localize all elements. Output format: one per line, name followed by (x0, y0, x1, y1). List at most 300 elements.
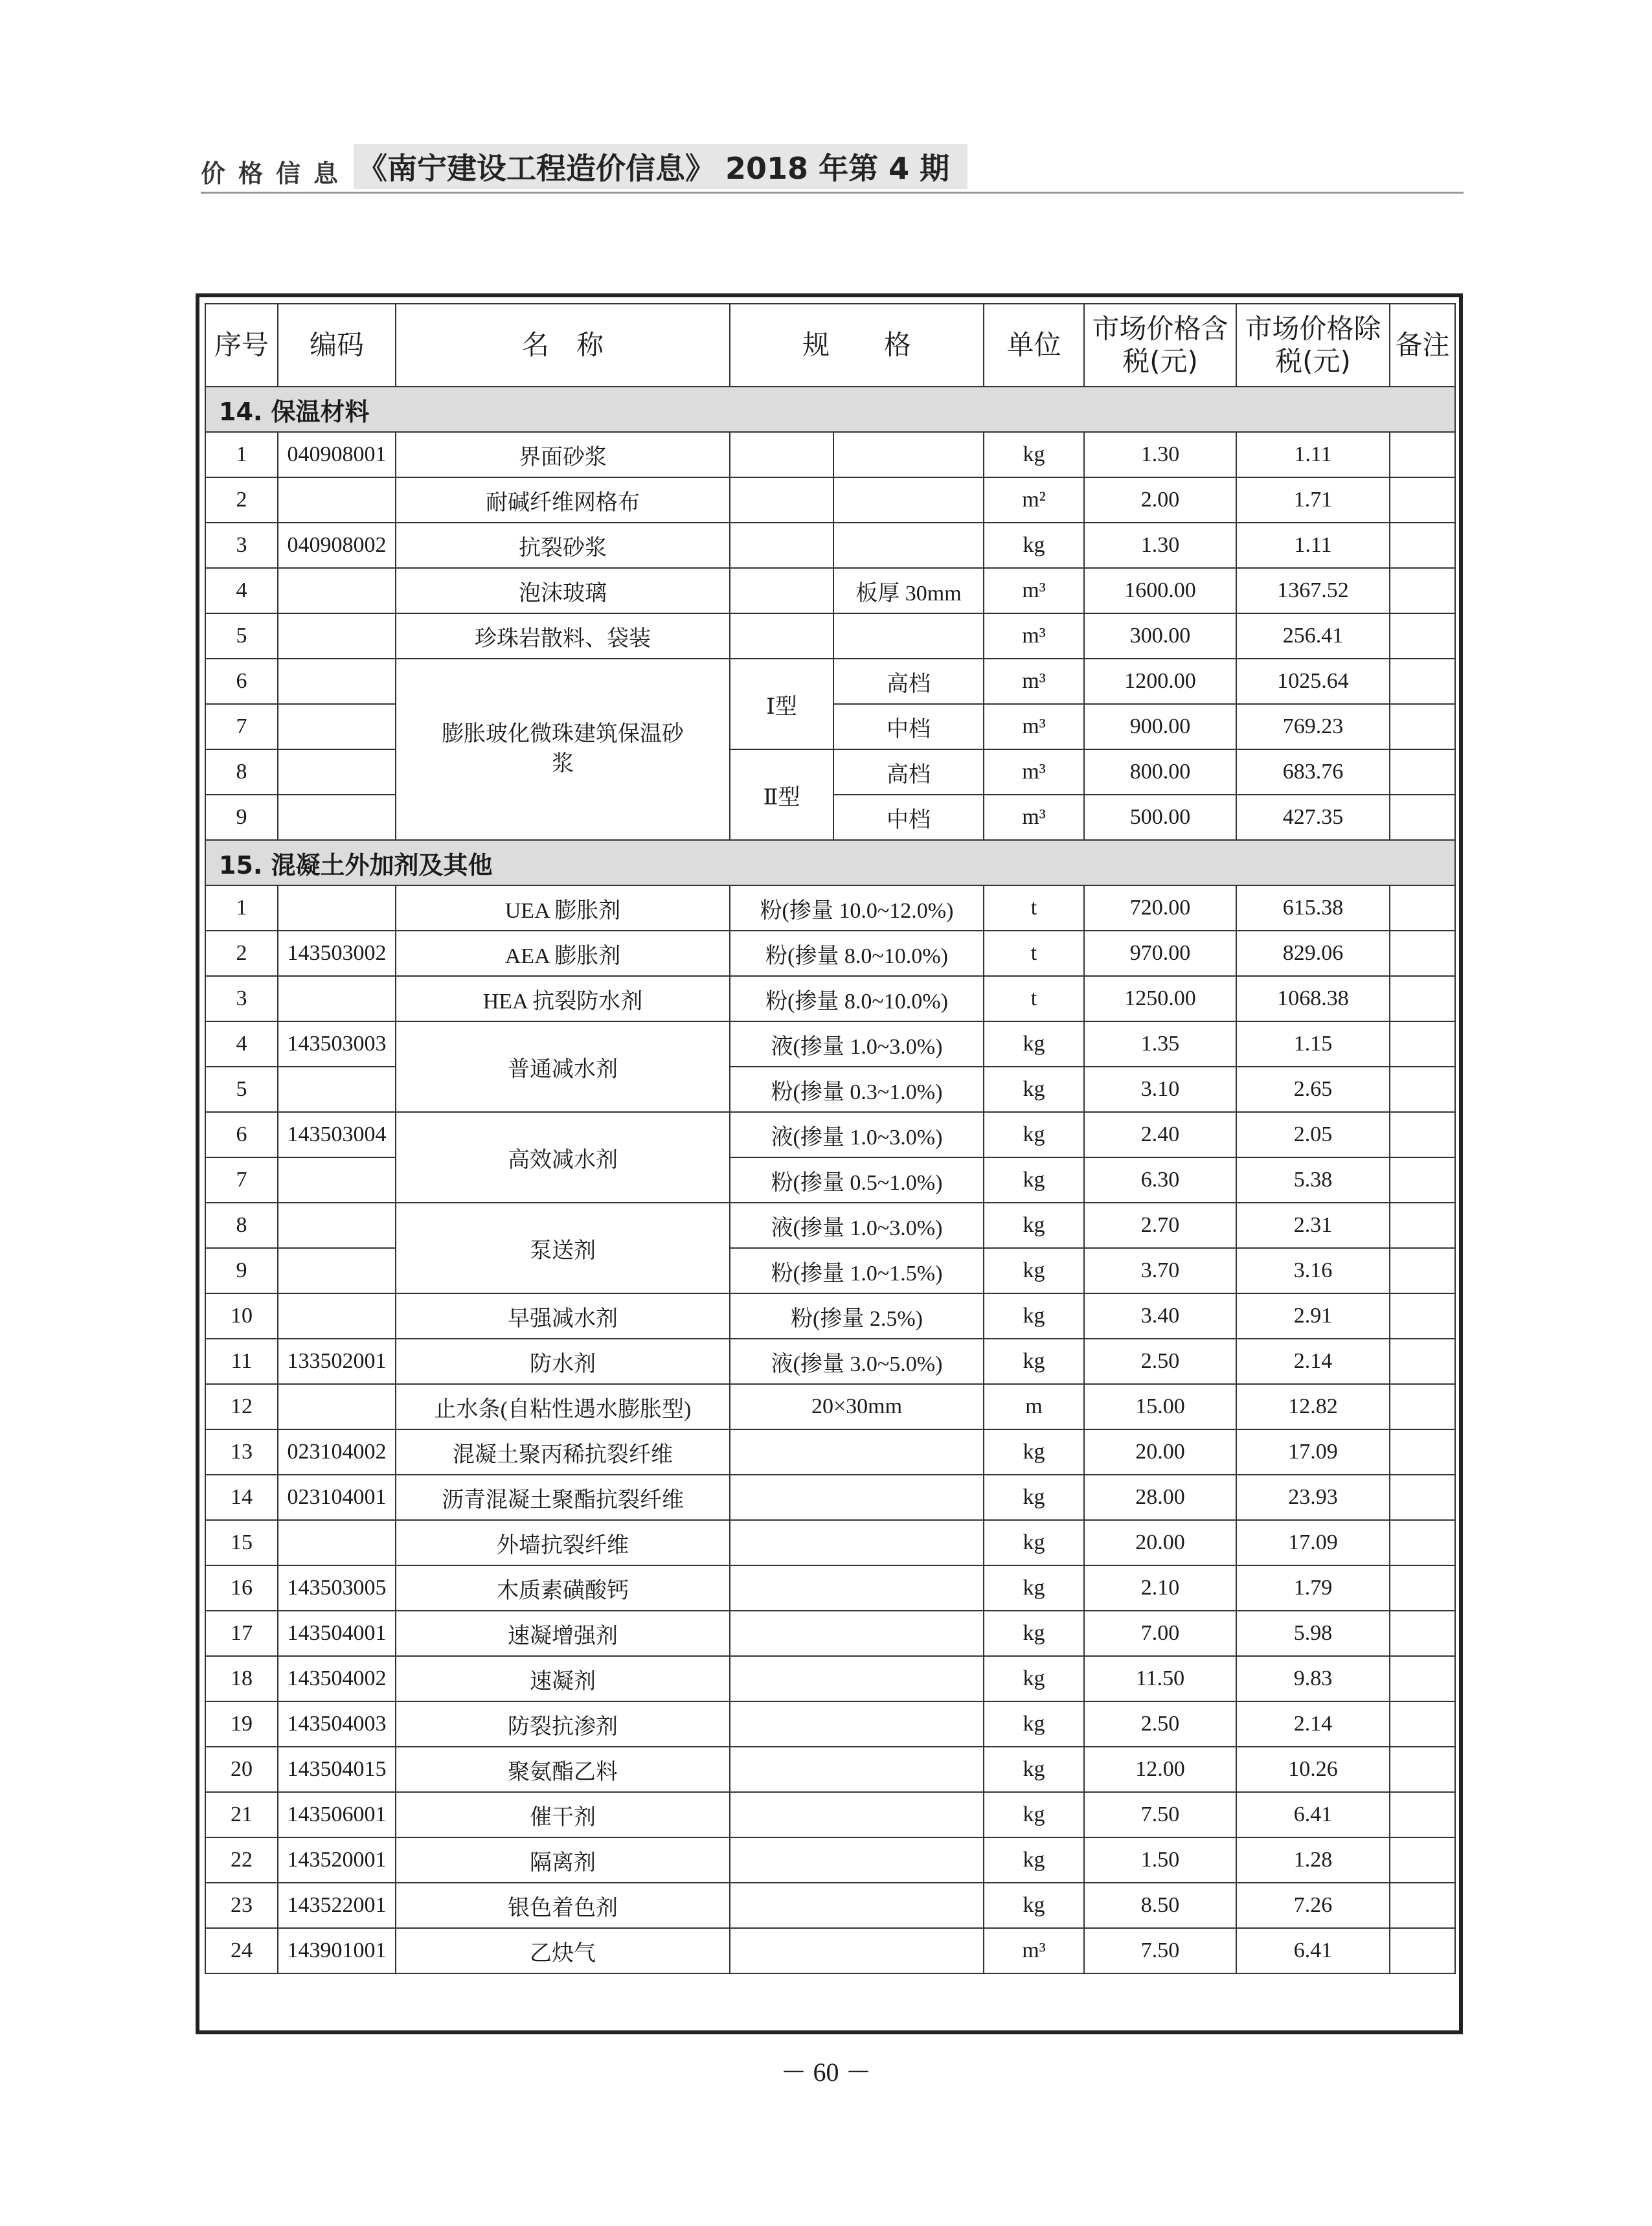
price-notax-cell: 1.11 (1236, 432, 1390, 477)
price-tax-cell: 8.50 (1084, 1883, 1236, 1928)
seq-cell: 8 (205, 1203, 278, 1248)
price-notax-cell: 1.15 (1236, 1021, 1390, 1067)
seq-cell: 1 (205, 885, 278, 931)
unit-cell: m² (984, 477, 1084, 523)
code-cell: 143520001 (278, 1837, 396, 1883)
name-cell: HEA 抗裂防水剂 (396, 976, 730, 1021)
category-row (205, 387, 1455, 432)
code-cell: 143503003 (278, 1021, 396, 1067)
price-notax-cell: 6.41 (1236, 1792, 1390, 1837)
spec-cell (730, 432, 833, 477)
col-code: 编码 (278, 304, 396, 387)
table-row (205, 1339, 1455, 1384)
type-cell: Ⅰ型 (730, 659, 833, 749)
unit-cell: kg (984, 1883, 1084, 1928)
note-cell (1390, 1429, 1455, 1475)
price-tax-cell: 3.10 (1084, 1067, 1236, 1112)
seq-cell: 14 (205, 1475, 278, 1520)
spec-cell (730, 1883, 984, 1928)
spec-cell (730, 1429, 984, 1475)
seq-cell: 21 (205, 1792, 278, 1837)
page-header (201, 148, 967, 189)
note-cell (1390, 1611, 1455, 1656)
price-notax-cell: 23.93 (1236, 1475, 1390, 1520)
note-cell (1390, 477, 1455, 523)
spec-cell (730, 1928, 984, 1973)
name-cell: 沥青混凝土聚酯抗裂纤维 (396, 1475, 730, 1520)
price-notax-cell: 5.98 (1236, 1611, 1390, 1656)
table-row (205, 1293, 1455, 1339)
price-tax-cell: 28.00 (1084, 1475, 1236, 1520)
price-notax-cell: 2.14 (1236, 1701, 1390, 1747)
code-cell (278, 659, 396, 704)
table-row (205, 1883, 1455, 1928)
table-row (205, 1747, 1455, 1792)
code-cell: 133502001 (278, 1339, 396, 1384)
table-row (205, 1384, 1455, 1429)
price-notax-cell: 6.41 (1236, 1928, 1390, 1973)
note-cell (1390, 1520, 1455, 1565)
code-cell: 143503005 (278, 1565, 396, 1611)
price-notax-cell: 256.41 (1236, 613, 1390, 659)
price-tax-cell: 300.00 (1084, 613, 1236, 659)
unit-cell: kg (984, 1520, 1084, 1565)
price-notax-cell: 1.28 (1236, 1837, 1390, 1883)
seq-cell: 19 (205, 1701, 278, 1747)
seq-cell: 17 (205, 1611, 278, 1656)
seq-cell: 11 (205, 1339, 278, 1384)
spec-cell: 粉(掺量 1.0~1.5%) (730, 1248, 984, 1293)
price-notax-cell: 769.23 (1236, 704, 1390, 749)
name-cell: 早强减水剂 (396, 1293, 730, 1339)
price-notax-cell: 5.38 (1236, 1157, 1390, 1203)
spec-cell: 高档 (833, 659, 984, 704)
code-cell: 143522001 (278, 1883, 396, 1928)
name-cell: 外墙抗裂纤维 (396, 1520, 730, 1565)
price-notax-cell: 2.14 (1236, 1339, 1390, 1384)
name-cell: 高效减水剂 (396, 1112, 730, 1203)
name-cell: 止水条(自粘性遇水膨胀型) (396, 1384, 730, 1429)
col-price-notax: 市场价格除税(元) (1236, 304, 1390, 387)
code-cell (278, 795, 396, 840)
seq-cell: 24 (205, 1928, 278, 1973)
spec-cell: 板厚 30mm (833, 568, 984, 613)
seq-cell: 23 (205, 1883, 278, 1928)
spec-cell (833, 432, 984, 477)
seq-cell: 22 (205, 1837, 278, 1883)
unit-cell: m (984, 1384, 1084, 1429)
col-name: 名 称 (396, 304, 730, 387)
price-notax-cell: 829.06 (1236, 931, 1390, 976)
spec-cell: 粉(掺量 0.5~1.0%) (730, 1157, 984, 1203)
header-rule (201, 192, 1464, 194)
name-cell: 防裂抗渗剂 (396, 1701, 730, 1747)
note-cell (1390, 659, 1455, 704)
spec-cell: 粉(掺量 2.5%) (730, 1293, 984, 1339)
code-cell: 143504002 (278, 1656, 396, 1701)
price-notax-cell: 17.09 (1236, 1429, 1390, 1475)
category-row (205, 840, 1455, 885)
note-cell (1390, 1339, 1455, 1384)
seq-cell: 12 (205, 1384, 278, 1429)
table-row (205, 1203, 1455, 1248)
code-cell (278, 1203, 396, 1248)
name-cell: 聚氨酯乙料 (396, 1747, 730, 1792)
table-row (205, 613, 1455, 659)
seq-cell: 4 (205, 568, 278, 613)
note-cell (1390, 1837, 1455, 1883)
table-row (205, 1067, 1455, 1112)
spec-cell (730, 1792, 984, 1837)
table-row (205, 432, 1455, 477)
price-notax-cell: 17.09 (1236, 1520, 1390, 1565)
unit-cell: kg (984, 1611, 1084, 1656)
price-notax-cell: 9.83 (1236, 1656, 1390, 1701)
unit-cell: kg (984, 1429, 1084, 1475)
price-tax-cell: 3.70 (1084, 1248, 1236, 1293)
name-cell: 耐碱纤维网格布 (396, 477, 730, 523)
spec-cell (730, 477, 833, 523)
spec-cell: 粉(掺量 0.3~1.0%) (730, 1067, 984, 1112)
code-cell (278, 1293, 396, 1339)
spec-cell: 液(掺量 3.0~5.0%) (730, 1339, 984, 1384)
note-cell (1390, 885, 1455, 931)
unit-cell: kg (984, 1565, 1084, 1611)
note-cell (1390, 1112, 1455, 1157)
unit-cell: kg (984, 1792, 1084, 1837)
unit-cell: kg (984, 1021, 1084, 1067)
spec-cell (730, 1611, 984, 1656)
spec-cell (730, 568, 833, 613)
spec-cell: 液(掺量 1.0~3.0%) (730, 1203, 984, 1248)
name-cell: 珍珠岩散料、袋装 (396, 613, 730, 659)
spec-cell (730, 1837, 984, 1883)
note-cell (1390, 976, 1455, 1021)
publication-title: 《南宁建设工程造价信息》 2018 年第 4 期 (354, 144, 967, 189)
unit-cell: t (984, 976, 1084, 1021)
table-row (205, 931, 1455, 976)
spec-cell: 液(掺量 1.0~3.0%) (730, 1021, 984, 1067)
note-cell (1390, 523, 1455, 568)
note-cell (1390, 1883, 1455, 1928)
section-label: 价格信息 (201, 159, 352, 188)
name-cell: 抗裂砂浆 (396, 523, 730, 568)
spec-cell (730, 613, 833, 659)
price-tax-cell: 900.00 (1084, 704, 1236, 749)
spec-cell: 高档 (833, 749, 984, 795)
name-cell: AEA 膨胀剂 (396, 931, 730, 976)
table-row (205, 1792, 1455, 1837)
unit-cell: kg (984, 1157, 1084, 1203)
note-cell (1390, 1293, 1455, 1339)
name-cell: 银色着色剂 (396, 1883, 730, 1928)
table-row (205, 1701, 1455, 1747)
code-cell (278, 1520, 396, 1565)
note-cell (1390, 1157, 1455, 1203)
spec-cell (730, 523, 833, 568)
unit-cell: kg (984, 1293, 1084, 1339)
price-notax-cell: 427.35 (1236, 795, 1390, 840)
name-cell: 木质素磺酸钙 (396, 1565, 730, 1611)
code-cell (278, 1384, 396, 1429)
col-seq: 序号 (205, 304, 278, 387)
note-cell (1390, 1475, 1455, 1520)
page-number: － 60 － (780, 2058, 872, 2087)
seq-cell: 13 (205, 1429, 278, 1475)
spec-cell (730, 1747, 984, 1792)
price-tax-cell: 2.50 (1084, 1339, 1236, 1384)
unit-cell: m³ (984, 1928, 1084, 1973)
price-notax-cell: 1068.38 (1236, 976, 1390, 1021)
name-cell: 乙炔气 (396, 1928, 730, 1973)
note-cell (1390, 749, 1455, 795)
note-cell (1390, 795, 1455, 840)
spec-cell (730, 1520, 984, 1565)
price-notax-cell: 2.91 (1236, 1293, 1390, 1339)
spec-cell: 20×30mm (730, 1384, 984, 1429)
unit-cell: kg (984, 1248, 1084, 1293)
col-note: 备注 (1390, 304, 1455, 387)
note-cell (1390, 704, 1455, 749)
name-cell: 泡沫玻璃 (396, 568, 730, 613)
table-row (205, 749, 1455, 795)
seq-cell: 1 (205, 432, 278, 477)
price-tax-cell: 3.40 (1084, 1293, 1236, 1339)
seq-cell: 7 (205, 1157, 278, 1203)
code-cell (278, 885, 396, 931)
price-tax-cell: 1.50 (1084, 1837, 1236, 1883)
category-label: 15. 混凝土外加剂及其他 (205, 840, 1455, 885)
price-notax-cell: 2.31 (1236, 1203, 1390, 1248)
note-cell (1390, 931, 1455, 976)
table-row (205, 523, 1455, 568)
seq-cell: 16 (205, 1565, 278, 1611)
price-tax-cell: 1.30 (1084, 523, 1236, 568)
price-tax-cell: 12.00 (1084, 1747, 1236, 1792)
table-row (205, 1429, 1455, 1475)
code-cell: 143503002 (278, 931, 396, 976)
seq-cell: 5 (205, 613, 278, 659)
name-cell: 混凝土聚丙稀抗裂纤维 (396, 1429, 730, 1475)
name-cell: 泵送剂 (396, 1203, 730, 1293)
unit-cell: kg (984, 1203, 1084, 1248)
unit-cell: m³ (984, 704, 1084, 749)
price-notax-cell: 1.11 (1236, 523, 1390, 568)
price-notax-cell: 10.26 (1236, 1747, 1390, 1792)
note-cell (1390, 1656, 1455, 1701)
code-cell: 143506001 (278, 1792, 396, 1837)
category-label: 14. 保温材料 (205, 387, 1455, 432)
code-cell (278, 1157, 396, 1203)
price-tax-cell: 970.00 (1084, 931, 1236, 976)
price-notax-cell: 1.79 (1236, 1565, 1390, 1611)
note-cell (1390, 432, 1455, 477)
seq-cell: 5 (205, 1067, 278, 1112)
price-tax-cell: 1250.00 (1084, 976, 1236, 1021)
spec-cell (730, 1475, 984, 1520)
code-cell (278, 613, 396, 659)
note-cell (1390, 1928, 1455, 1973)
table-row (205, 1837, 1455, 1883)
table-row (205, 1112, 1455, 1157)
table-row (205, 1021, 1455, 1067)
name-cell: 速凝增强剂 (396, 1611, 730, 1656)
price-tax-cell: 2.10 (1084, 1565, 1236, 1611)
price-tax-cell: 11.50 (1084, 1656, 1236, 1701)
name-cell: 膨胀玻化微珠建筑保温砂浆 (396, 659, 730, 840)
price-notax-cell: 683.76 (1236, 749, 1390, 795)
unit-cell: m³ (984, 749, 1084, 795)
price-tax-cell: 2.50 (1084, 1701, 1236, 1747)
price-notax-cell: 1025.64 (1236, 659, 1390, 704)
price-notax-cell: 3.16 (1236, 1248, 1390, 1293)
spec-cell (730, 1656, 984, 1701)
spec-cell (833, 613, 984, 659)
seq-cell: 15 (205, 1520, 278, 1565)
spec-cell: 中档 (833, 704, 984, 749)
price-tax-cell: 1200.00 (1084, 659, 1236, 704)
price-tax-cell: 800.00 (1084, 749, 1236, 795)
col-spec: 规 格 (730, 304, 984, 387)
unit-cell: m³ (984, 568, 1084, 613)
name-cell: 防水剂 (396, 1339, 730, 1384)
price-tax-cell: 20.00 (1084, 1520, 1236, 1565)
table-row (205, 1565, 1455, 1611)
unit-cell: m³ (984, 659, 1084, 704)
col-unit: 单位 (984, 304, 1084, 387)
code-cell: 143503004 (278, 1112, 396, 1157)
name-cell: 普通减水剂 (396, 1021, 730, 1112)
code-cell (278, 704, 396, 749)
price-tax-cell: 1.35 (1084, 1021, 1236, 1067)
note-cell (1390, 1067, 1455, 1112)
seq-cell: 7 (205, 704, 278, 749)
unit-cell: t (984, 931, 1084, 976)
unit-cell: kg (984, 1701, 1084, 1747)
spec-cell (833, 477, 984, 523)
note-cell (1390, 1248, 1455, 1293)
price-tax-cell: 6.30 (1084, 1157, 1236, 1203)
code-cell: 040908002 (278, 523, 396, 568)
seq-cell: 9 (205, 1248, 278, 1293)
code-cell: 143504001 (278, 1611, 396, 1656)
spec-cell: 液(掺量 1.0~3.0%) (730, 1112, 984, 1157)
seq-cell: 6 (205, 659, 278, 704)
price-table (205, 303, 1456, 1974)
code-cell (278, 477, 396, 523)
code-cell: 143504015 (278, 1747, 396, 1792)
note-cell (1390, 1021, 1455, 1067)
unit-cell: kg (984, 1067, 1084, 1112)
price-notax-cell: 1.71 (1236, 477, 1390, 523)
unit-cell: kg (984, 1112, 1084, 1157)
unit-cell: kg (984, 1837, 1084, 1883)
seq-cell: 4 (205, 1021, 278, 1067)
unit-cell: kg (984, 1656, 1084, 1701)
seq-cell: 6 (205, 1112, 278, 1157)
spec-cell: 粉(掺量 8.0~10.0%) (730, 976, 984, 1021)
name-cell: 催干剂 (396, 1792, 730, 1837)
note-cell (1390, 568, 1455, 613)
spec-cell: 中档 (833, 795, 984, 840)
seq-cell: 3 (205, 976, 278, 1021)
seq-cell: 20 (205, 1747, 278, 1792)
seq-cell: 8 (205, 749, 278, 795)
price-tax-cell: 7.00 (1084, 1611, 1236, 1656)
seq-cell: 3 (205, 523, 278, 568)
table-row (205, 976, 1455, 1021)
code-cell: 023104002 (278, 1429, 396, 1475)
price-tax-cell: 15.00 (1084, 1384, 1236, 1429)
price-notax-cell: 12.82 (1236, 1384, 1390, 1429)
name-cell: UEA 膨胀剂 (396, 885, 730, 931)
spec-cell: 粉(掺量 10.0~12.0%) (730, 885, 984, 931)
spec-cell (833, 523, 984, 568)
note-cell (1390, 1701, 1455, 1747)
price-notax-cell: 7.26 (1236, 1883, 1390, 1928)
unit-cell: t (984, 885, 1084, 931)
price-tax-cell: 7.50 (1084, 1792, 1236, 1837)
price-notax-cell: 2.05 (1236, 1112, 1390, 1157)
seq-cell: 10 (205, 1293, 278, 1339)
price-tax-cell: 7.50 (1084, 1928, 1236, 1973)
code-cell: 040908001 (278, 432, 396, 477)
spec-cell (730, 1701, 984, 1747)
header-row (205, 304, 1455, 387)
spec-cell: 粉(掺量 8.0~10.0%) (730, 931, 984, 976)
code-cell (278, 1067, 396, 1112)
unit-cell: kg (984, 1339, 1084, 1384)
note-cell (1390, 1792, 1455, 1837)
code-cell (278, 976, 396, 1021)
seq-cell: 9 (205, 795, 278, 840)
price-tax-cell: 2.40 (1084, 1112, 1236, 1157)
note-cell (1390, 1384, 1455, 1429)
price-tax-cell: 2.00 (1084, 477, 1236, 523)
note-cell (1390, 1565, 1455, 1611)
price-notax-cell: 1367.52 (1236, 568, 1390, 613)
price-notax-cell: 2.65 (1236, 1067, 1390, 1112)
unit-cell: kg (984, 523, 1084, 568)
price-tax-cell: 2.70 (1084, 1203, 1236, 1248)
note-cell (1390, 613, 1455, 659)
note-cell (1390, 1203, 1455, 1248)
table-row (205, 1248, 1455, 1293)
seq-cell: 2 (205, 931, 278, 976)
table-row (205, 885, 1455, 931)
seq-cell: 18 (205, 1656, 278, 1701)
table-row (205, 1157, 1455, 1203)
price-tax-cell: 500.00 (1084, 795, 1236, 840)
unit-cell: kg (984, 1747, 1084, 1792)
seq-cell: 2 (205, 477, 278, 523)
note-cell (1390, 1747, 1455, 1792)
col-price-tax: 市场价格含税(元) (1084, 304, 1236, 387)
table-row (205, 1475, 1455, 1520)
price-notax-cell: 615.38 (1236, 885, 1390, 931)
code-cell (278, 749, 396, 795)
table-row (205, 1520, 1455, 1565)
price-tax-cell: 1.30 (1084, 432, 1236, 477)
code-cell (278, 1248, 396, 1293)
code-cell: 023104001 (278, 1475, 396, 1520)
price-tax-cell: 1600.00 (1084, 568, 1236, 613)
name-cell: 隔离剂 (396, 1837, 730, 1883)
unit-cell: kg (984, 1475, 1084, 1520)
table-row (205, 1656, 1455, 1701)
unit-cell: m³ (984, 795, 1084, 840)
code-cell: 143901001 (278, 1928, 396, 1973)
